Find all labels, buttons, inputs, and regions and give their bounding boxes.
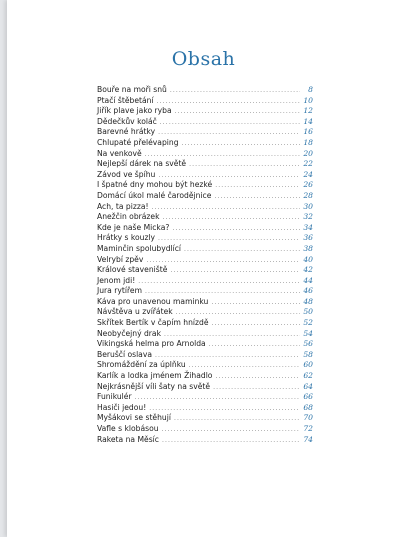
toc-leader-dots xyxy=(170,86,300,97)
toc-entry-title: Vikingská helma pro Arnolda xyxy=(97,339,206,349)
toc-page-number: 30 xyxy=(303,201,313,211)
toc-entry xyxy=(97,392,313,403)
toc-page-number: 58 xyxy=(303,349,313,359)
toc-page-number: 70 xyxy=(303,413,313,423)
toc-entry xyxy=(97,276,313,287)
toc-entry xyxy=(97,403,313,414)
toc-page-number: 12 xyxy=(303,106,313,116)
toc-leader-dots xyxy=(172,224,300,235)
toc-leader-dots xyxy=(160,118,300,129)
toc-page-number: 26 xyxy=(303,180,313,190)
toc-entry-title: Ach, ta pizza! xyxy=(97,201,149,211)
toc-entry-title: Kde je naše Micka? xyxy=(97,222,170,232)
toc-page-number: 72 xyxy=(303,424,313,433)
toc-page-number: 54 xyxy=(303,328,313,338)
toc-page-number: 40 xyxy=(303,254,313,264)
toc-leader-dots xyxy=(162,436,300,447)
toc-leader-dots xyxy=(170,266,300,277)
toc-page-number: 46 xyxy=(303,286,313,296)
toc-page-number: 34 xyxy=(303,222,313,232)
toc-page-number: 28 xyxy=(303,190,313,200)
toc-leader-dots xyxy=(157,97,300,108)
toc-leader-dots xyxy=(211,298,300,309)
toc-page-number: 14 xyxy=(303,116,313,126)
toc-leader-dots xyxy=(182,139,300,150)
toc-leader-dots xyxy=(215,181,300,192)
toc-entry xyxy=(97,360,313,371)
toc-entry xyxy=(97,233,313,244)
toc-entry-title: Dědečkův koláč xyxy=(97,116,157,126)
toc-leader-dots xyxy=(213,383,300,394)
toc-entry-title: Myšákovi se stěhují xyxy=(97,413,171,423)
toc-leader-dots xyxy=(138,277,300,288)
toc-entry xyxy=(97,106,313,117)
toc-entry-title: Hrátky s kouzly xyxy=(97,233,156,243)
toc-entry-title: Hasiči jedou! xyxy=(97,402,147,412)
toc-entry xyxy=(97,307,313,318)
book-page xyxy=(7,0,400,537)
toc-entry xyxy=(97,127,313,138)
toc-page-number: 18 xyxy=(303,137,313,147)
toc-page-number: 42 xyxy=(303,265,313,275)
toc-entry-title: Shromáždění za úplňku xyxy=(97,360,186,370)
toc-entry-title: Na venkově xyxy=(97,148,142,158)
toc-page-number: 48 xyxy=(303,296,313,306)
toc-entry xyxy=(97,212,313,223)
page-title: Obsah xyxy=(171,48,236,70)
toc-page-number: 68 xyxy=(303,402,313,412)
toc-entry-title: Beruščí oslava xyxy=(97,349,152,359)
toc-entry-title: Bouře na moři snů xyxy=(97,85,167,94)
toc-leader-dots xyxy=(175,107,300,118)
toc-entry xyxy=(97,180,313,191)
toc-entry-title: Anežčin obrázek xyxy=(97,212,160,222)
toc-leader-dots xyxy=(152,203,300,214)
toc-entry xyxy=(97,339,313,350)
toc-entry-title: Funikulér xyxy=(97,392,132,402)
toc-entry xyxy=(97,149,313,160)
toc-page-number: 64 xyxy=(303,381,313,391)
toc-entry xyxy=(97,286,313,297)
toc-leader-dots xyxy=(189,160,300,171)
toc-entry-title: Králové staveniště xyxy=(97,265,168,275)
toc-leader-dots xyxy=(214,192,300,203)
toc-entry xyxy=(97,255,313,266)
toc-entry-title: Skřítek Bertík v čapím hnízdě xyxy=(97,318,209,328)
toc-page-number: 44 xyxy=(303,275,313,285)
toc-page-number: 62 xyxy=(303,371,313,381)
toc-entry xyxy=(97,159,313,170)
toc-page-number: 22 xyxy=(303,159,313,169)
toc-entry xyxy=(97,265,313,276)
toc-entry-title: Ptačí štěbetání xyxy=(97,95,154,105)
toc-page-number: 74 xyxy=(303,434,313,444)
toc-leader-dots xyxy=(184,245,300,256)
toc-leader-dots xyxy=(174,414,300,425)
toc-page-number: 60 xyxy=(303,360,313,370)
toc-page-number: 36 xyxy=(303,233,313,243)
toc-entry xyxy=(97,297,313,308)
toc-entry-title: Domácí úkol malé čarodějnice xyxy=(97,190,212,200)
toc-entry-title: I špatné dny mohou být hezké xyxy=(97,180,213,190)
toc-entry-title: Velrybí zpěv xyxy=(97,254,144,264)
toc-leader-dots xyxy=(158,128,300,139)
toc-page-number: 8 xyxy=(308,85,313,94)
toc-entry-title: Nejkrásnější víli šaty na světě xyxy=(97,381,211,391)
toc-entry-title: Jenom jdi! xyxy=(97,275,136,285)
toc-leader-dots xyxy=(209,340,300,351)
toc-leader-dots xyxy=(149,404,300,415)
toc-page-number: 10 xyxy=(303,95,313,105)
toc-entry xyxy=(97,191,313,202)
toc-entry-title: Neobyčejný drak xyxy=(97,328,161,338)
toc-leader-dots xyxy=(215,372,300,383)
toc-leader-dots xyxy=(146,256,300,267)
toc-entry-title: Jura rytířem xyxy=(97,286,142,296)
toc-entry xyxy=(97,424,313,435)
toc-page-number: 24 xyxy=(303,169,313,179)
toc-page-number: 56 xyxy=(303,339,313,349)
toc-entry-title: Návštěva u zvířátek xyxy=(97,307,173,317)
toc-entry-title: Chlupaté přelévaping xyxy=(97,137,179,147)
toc-leader-dots xyxy=(162,213,300,224)
toc-entry-title: Jiřík plave jako ryba xyxy=(97,106,172,116)
toc-entry xyxy=(97,329,313,340)
toc-entry-title: Závod ve špíhu xyxy=(97,169,156,179)
toc-entry xyxy=(97,223,313,234)
toc-entry xyxy=(97,202,313,213)
toc-entry xyxy=(97,138,313,149)
toc-page-number: 32 xyxy=(303,212,313,222)
toc-entry xyxy=(97,117,313,128)
toc-page-number: 50 xyxy=(303,307,313,317)
toc-entry xyxy=(97,413,313,424)
toc-entry-title: Nejlepší dárek na světě xyxy=(97,159,187,169)
toc-leader-dots xyxy=(135,393,300,404)
toc-entry xyxy=(97,318,313,329)
toc-entry xyxy=(97,244,313,255)
toc-page-number: 52 xyxy=(303,318,313,328)
toc-entry-title: Raketa na Měsíc xyxy=(97,434,159,444)
toc-leader-dots xyxy=(162,425,300,436)
toc-entry-title: Barevné hrátky xyxy=(97,127,156,137)
toc-entry xyxy=(97,96,313,107)
toc-page-number: 38 xyxy=(303,243,313,253)
toc-entry-title: Vafle s klobásou xyxy=(97,424,159,433)
toc-leader-dots xyxy=(212,319,300,330)
toc-entry xyxy=(97,371,313,382)
toc-entry xyxy=(97,85,313,96)
toc-page-number: 20 xyxy=(303,148,313,158)
toc-entry xyxy=(97,435,313,446)
toc-page-number: 66 xyxy=(303,392,313,402)
toc-entry xyxy=(97,170,313,181)
toc-page-number: 16 xyxy=(303,127,313,137)
toc-entry-title: Káva pro unavenou maminku xyxy=(97,296,209,306)
toc-entry-title: Maminčin spolubydlící xyxy=(97,243,182,253)
toc-entry-title: Karlík a lodka jménem Žihadlo xyxy=(97,371,213,381)
table-of-contents xyxy=(97,85,313,445)
toc-entry xyxy=(97,382,313,393)
toc-entry xyxy=(97,350,313,361)
